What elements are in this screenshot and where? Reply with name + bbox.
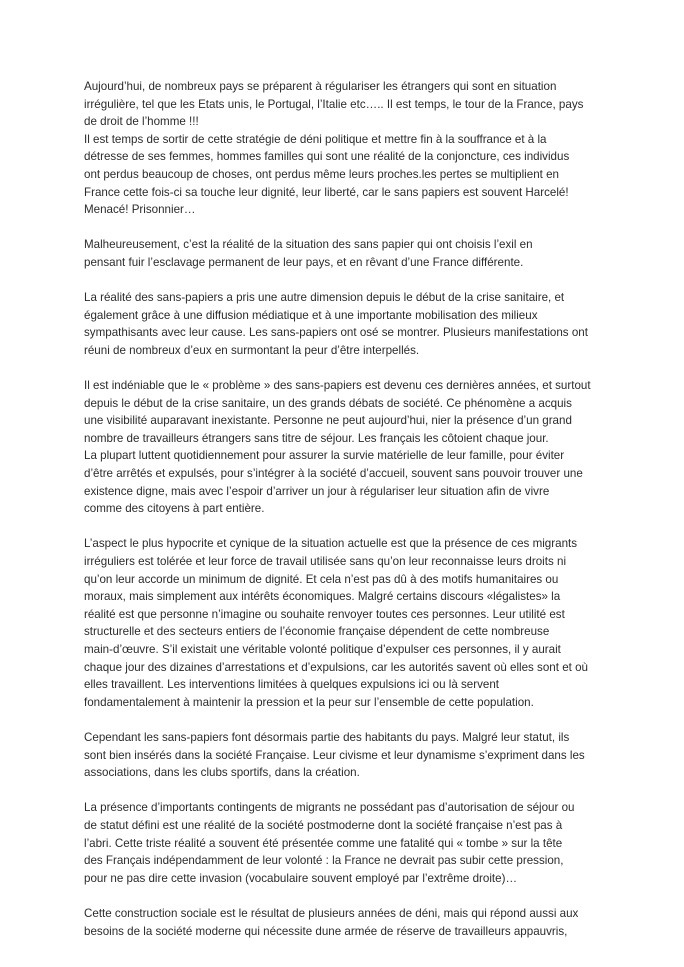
paragraph-7 (84, 799, 604, 887)
text-line: pensant fuir l’esclavage permanent de leur pays, et en rêvant d’une France différente. (84, 255, 524, 269)
text-line: également grâce à une diffusion médiatique et à une importante mobilisation des milieux (84, 308, 538, 322)
paragraph-8 (84, 905, 604, 940)
text-line: l’abri. Cette triste réalité a souvent été présentée comme une fatalité qui « tombe » sur la tête (84, 836, 563, 850)
text-line: Il est temps de sortir de cette stratégie de déni politique et mettre fin à la souffrance et à la (84, 132, 547, 146)
text-line: structurelle et des secteurs entiers de l’économie française dépendent de cette nombreuse (84, 625, 550, 639)
text-line: France cette fois-ci sa touche leur dignité, leur liberté, car le sans papiers est souvent Harcelé! (84, 185, 569, 199)
text-line: qu’on leur accorde un minimum de dignité. Et cela n’est pas dû à des motifs humanitaires ou (84, 572, 559, 586)
text-line: associations, dans les clubs sportifs, dans la création. (84, 766, 360, 780)
text-line: La plupart luttent quotidiennement pour assurer la survie matérielle de leur famille, pour éviter (84, 449, 565, 463)
text-line: nombre de travailleurs étrangers sans titre de séjour. Les français les côtoient chaque jour. (84, 431, 549, 445)
text-line: ont perdus beaucoup de choses, ont perdus même leurs proches.les pertes se multiplient en (84, 167, 559, 181)
text-line: Cette construction sociale est le résultat de plusieurs années de déni, mais qui répond aussi aux (84, 906, 579, 920)
text-line: d’être arrêtés et expulsés, pour s’intégrer à la société d’accueil, souvent sans pouvoir trouver une (84, 467, 583, 481)
paragraph-2 (84, 236, 604, 271)
text-line: depuis le début de la crise sanitaire, un des grands débats de société. Ce phénomène a acquis (84, 396, 572, 410)
text-line: irréguliers est tolérée et leur force de travail utilisée sans qu’on leur reconnaisse leurs droits ni (84, 555, 567, 569)
text-line: La réalité des sans-papiers a pris une autre dimension depuis le début de la crise sanitaire, et (84, 291, 565, 305)
paragraph-6 (84, 729, 604, 782)
text-line: comme des citoyens à part entière. (84, 502, 265, 516)
text-line: sont bien insérés dans la société Française. Leur civisme et leur dynamisme s’expriment dans les (84, 748, 585, 762)
text-line: existence digne, mais avec l’espoir d’arriver un jour à régulariser leur situation afin de vivre (84, 484, 550, 498)
text-line: Malheureusement, c’est la réalité de la situation des sans papier qui ont choisis l’exil en (84, 238, 533, 252)
text-line: besoins de la société moderne qui nécessite dune armée de réserve de travailleurs appauvris, (84, 924, 568, 938)
text-line: réuni de nombreux d’eux en surmontant la peur d’être interpellés. (84, 343, 420, 357)
text-line: Cependant les sans-papiers font désormais partie des habitants du pays. Malgré leur statut, ils (84, 730, 570, 744)
text-line: Il est indéniable que le « problème » des sans-papiers est devenu ces dernières années, et surtout (84, 379, 591, 393)
text-line: de statut défini est une réalité de la société postmoderne dont la société française n’est pas à (84, 818, 563, 832)
text-line: La présence d’importants contingents de migrants ne possédant pas d’autorisation de séjour ou (84, 801, 575, 815)
text-line: L’aspect le plus hypocrite et cynique de la situation actuelle est que la présence de ces migrants (84, 537, 578, 551)
text-line: sympathisants avec leur cause. Les sans-papiers ont osé se montrer. Plusieurs manifestations ont (84, 326, 588, 340)
paragraph-4 (84, 377, 604, 518)
text-line: Menacé! Prisonnier… (84, 203, 196, 217)
text-line: réalité est que personne n’imagine ou souhaite renvoyer toutes ces personnes. Leur utilité est (84, 607, 565, 621)
text-line: fondamentalement à maintenir la pression et la peur sur l’ensemble de cette population. (84, 695, 534, 709)
text-line: de droit de l’homme !!! (84, 115, 199, 129)
paragraph-5 (84, 535, 604, 711)
text-line: main-d’œuvre. S’il existait une véritable volonté politique d’expulser ces personnes, il y aurait (84, 643, 561, 656)
text-line: moraux, mais simplement aux intérêts économiques. Malgré certains discours «légalistes» la (84, 590, 561, 604)
text-line: détresse de ses femmes, hommes familles qui sont une réalité de la conjoncture, ces individus (84, 150, 570, 164)
text-line: elles travaillent. Les interventions limitées à quelques expulsions ici ou là servent (84, 678, 500, 692)
text-line: des Français indépendamment de leur volonté : la France ne devrait pas subir cette pression, (84, 854, 564, 868)
document-body (84, 78, 604, 958)
text-line: irrégulière, tel que les Etats unis, le Portugal, l’Italie etc….. Il est temps, le tour de la France, pays (84, 97, 584, 111)
paragraph-3 (84, 289, 604, 359)
text-line: chaque jour des dizaines d’arrestations et d’expulsions, car les autorités savent où elles sont et où (84, 660, 588, 674)
text-line: Aujourd’hui, de nombreux pays se préparent à régulariser les étrangers qui sont en situation (84, 80, 557, 93)
text-line: une visibilité auparavant inexistante. Personne ne peut aujourd’hui, nier la présence d’un grand (84, 414, 572, 428)
paragraph-1 (84, 78, 604, 219)
text-line: pour ne pas dire cette invasion (vocabulaire souvent employé par l’extrême droite)… (84, 871, 518, 885)
